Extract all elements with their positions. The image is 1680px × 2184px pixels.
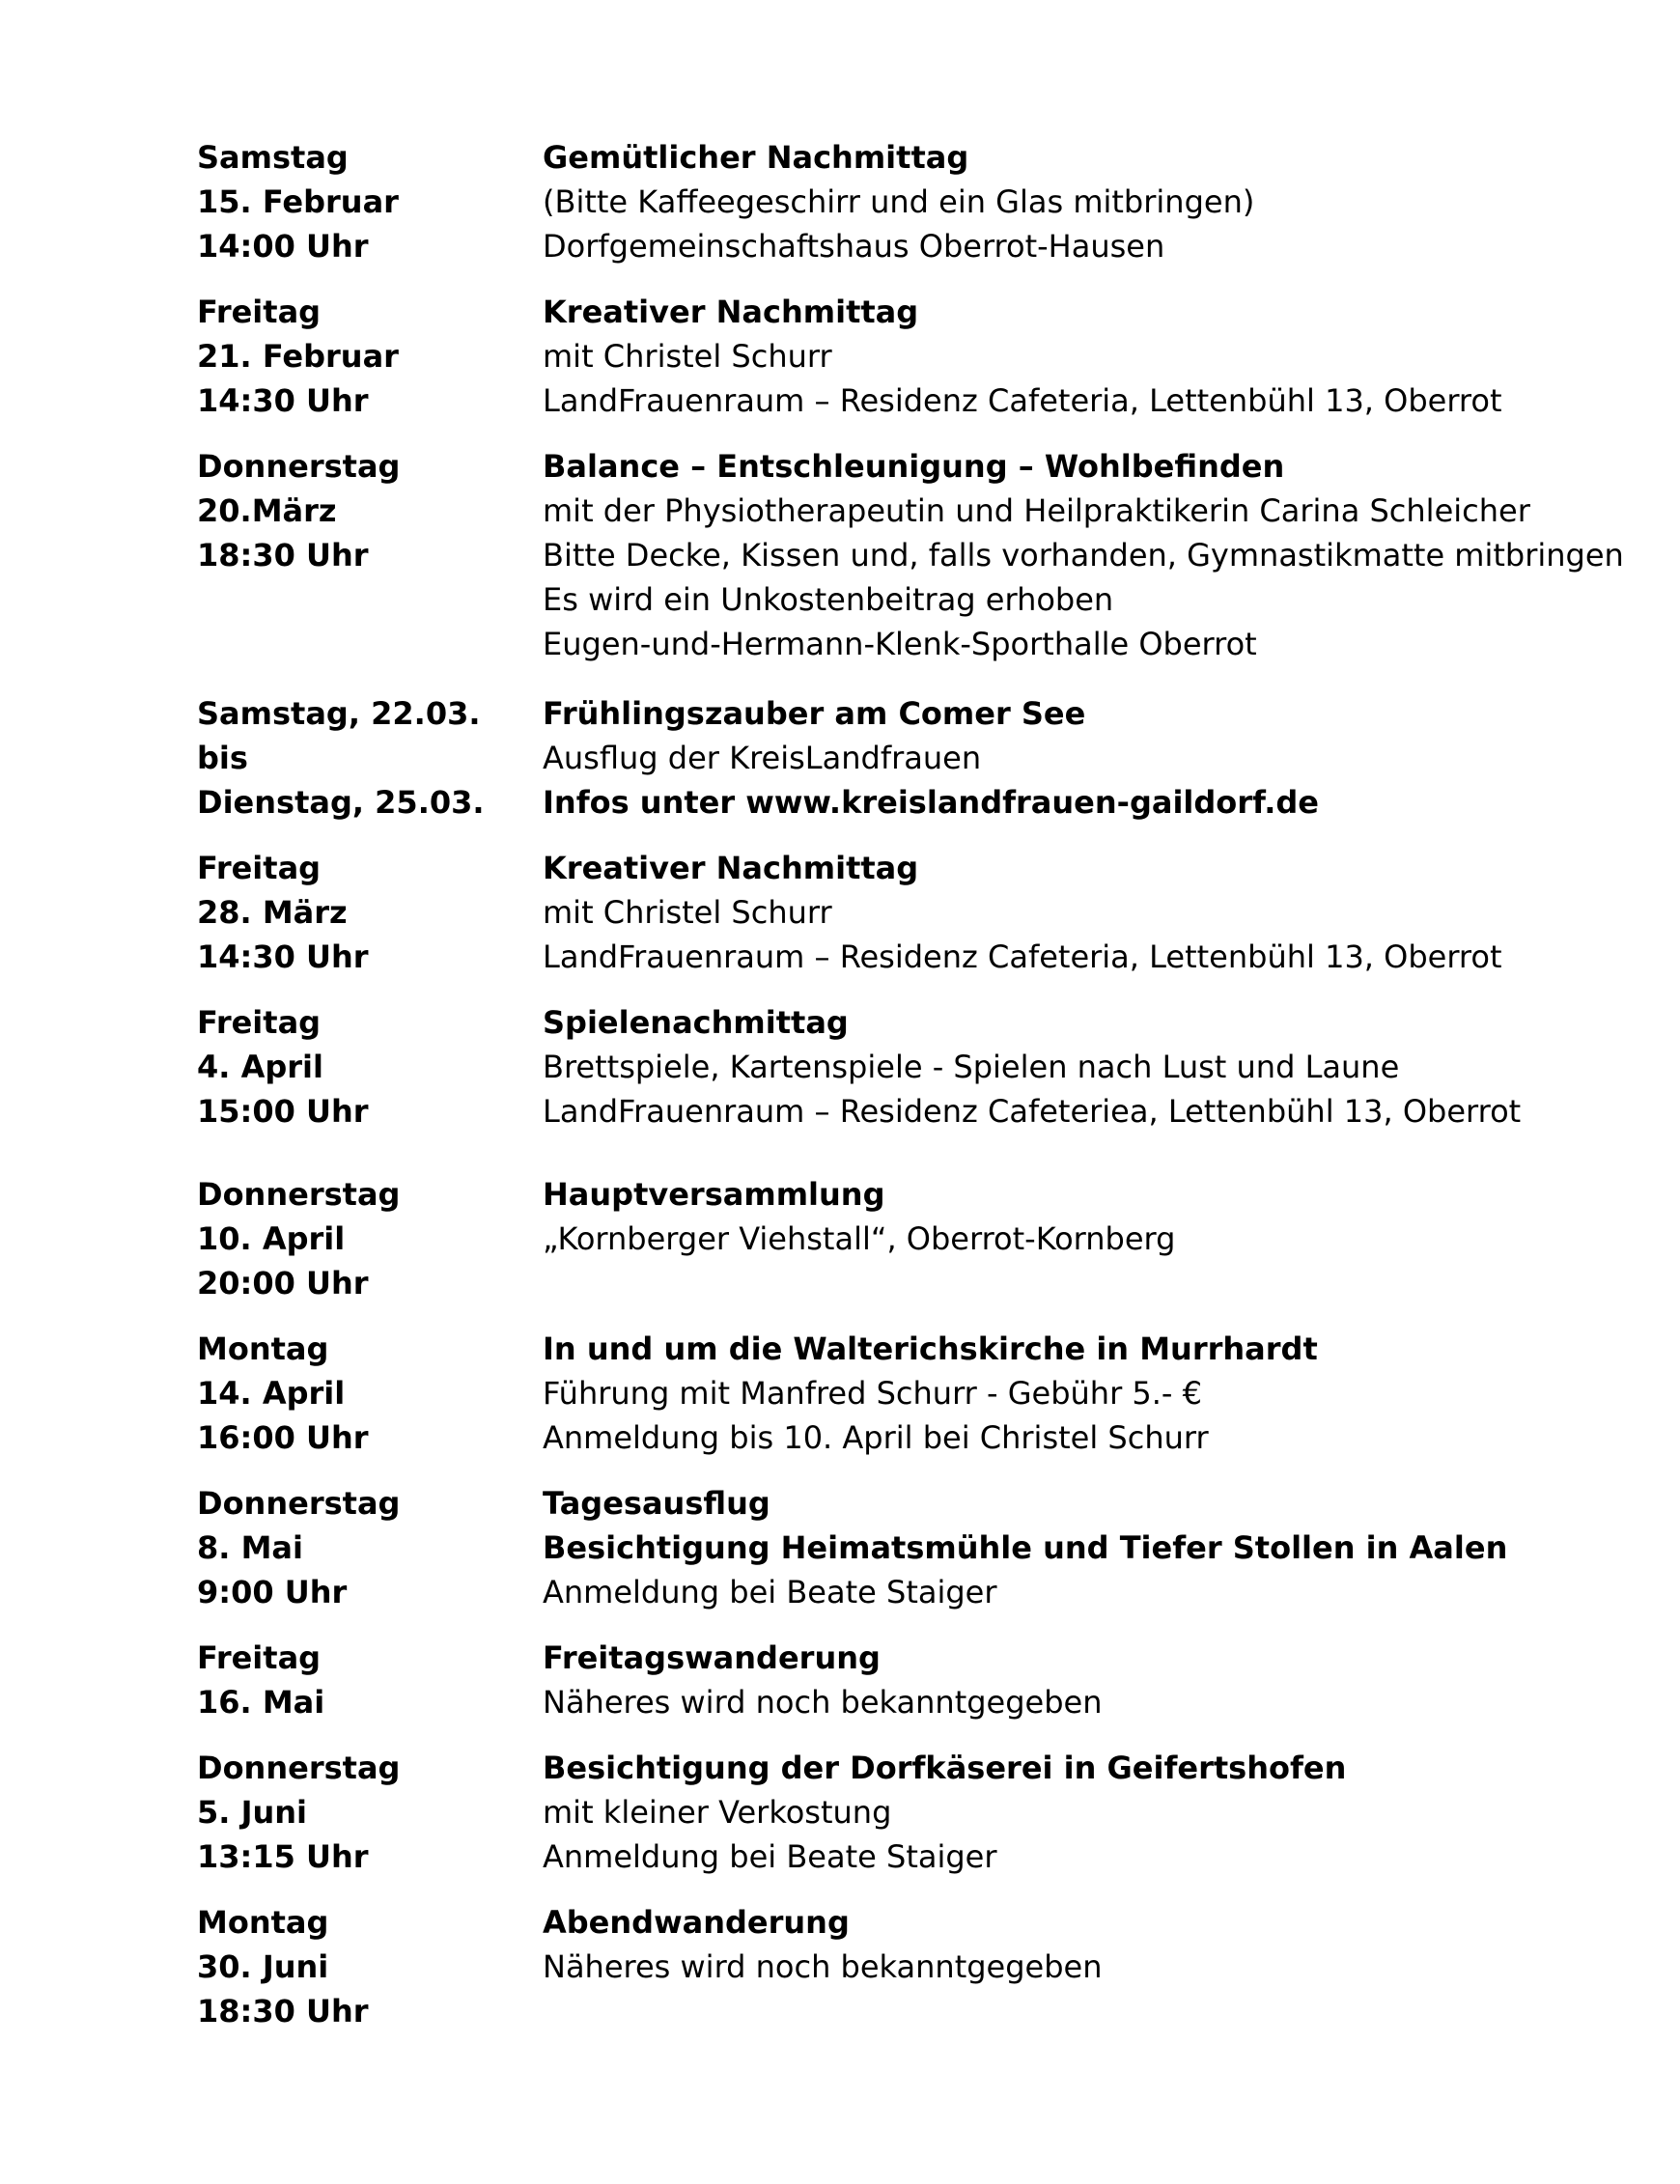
event-detail: Ausflug der KreisLandfrauen [543,740,982,776]
event-detail: Brettspiele, Kartenspiele - Spielen nach Lust und Laune [543,1049,1400,1085]
event-detail: Näheres wird noch bekanntgegeben [543,1684,1103,1721]
event-time: Dienstag, 25.03. [197,784,485,821]
event-title: Besichtigung der Dorfkäserei in Geifertshofen [543,1750,1347,1786]
event-date: bis [197,740,248,776]
event-detail: Anmeldung bei Beate Staiger [543,1838,997,1875]
event-block [197,1746,1587,1879]
event-detail: Anmeldung bis 10. April bei Christel Schurr [543,1419,1209,1456]
event-title: Tagesausflug [543,1485,770,1522]
event-title: Kreativer Nachmittag [543,850,919,886]
event-detail: (Bitte Kaffeegeschirr und ein Glas mitbringen) [543,183,1255,220]
event-time: 13:15 Uhr [197,1838,369,1875]
event-date: 21. Februar [197,338,399,375]
event-block [197,1900,1587,2033]
event-day: Samstag, 22.03. [197,695,481,732]
event-detail: mit Christel Schurr [543,338,832,375]
event-location: LandFrauenraum – Residenz Cafeteria, Lettenbühl 13, Oberrot [543,382,1502,419]
event-date: 8. Mai [197,1529,303,1566]
event-title: Spielenachmittag [543,1004,849,1041]
event-date: 20.März [197,492,337,529]
event-location: Eugen-und-Hermann-Klenk-Sporthalle Oberrot [543,626,1257,662]
event-location: Dorfgemeinschaftshaus Oberrot-Hausen [543,228,1165,265]
event-detail: Es wird ein Unkostenbeitrag erhoben [543,581,1114,618]
event-time: 18:30 Uhr [197,1993,369,2030]
event-time: 20:00 Uhr [197,1265,369,1302]
event-day: Freitag [197,294,322,330]
event-location: „Kornberger Viehstall“, Oberrot-Kornberg [543,1220,1176,1257]
event-day: Donnerstag [197,1750,401,1786]
event-detail: Näheres wird noch bekanntgegeben [543,1948,1103,1985]
event-title: Kreativer Nachmittag [543,294,919,330]
event-info-link: Infos unter www.kreislandfrauen-gaildorf.de [543,784,1319,821]
event-date: 15. Februar [197,183,399,220]
event-day: Freitag [197,1639,322,1676]
event-title: Frühlingszauber am Comer See [543,695,1086,732]
event-block [197,135,1587,268]
event-date: 10. April [197,1220,346,1257]
event-date: 30. Juni [197,1948,329,1985]
event-day: Donnerstag [197,1485,401,1522]
event-location: LandFrauenraum – Residenz Cafeteria, Lettenbühl 13, Oberrot [543,938,1502,975]
event-location: LandFrauenraum – Residenz Cafeteriea, Lettenbühl 13, Oberrot [543,1093,1522,1130]
event-title: In und um die Walterichskirche in Murrhardt [543,1330,1318,1367]
event-block [197,846,1587,979]
event-day: Donnerstag [197,448,401,485]
event-block [197,1000,1587,1134]
event-time: 15:00 Uhr [197,1093,369,1130]
event-date: 16. Mai [197,1684,325,1721]
event-day: Montag [197,1330,329,1367]
event-detail: Führung mit Manfred Schurr - Gebühr 5.- € [543,1375,1202,1412]
event-date: 4. April [197,1049,323,1085]
event-day: Samstag [197,139,349,176]
event-detail: mit kleiner Verkostung [543,1794,892,1831]
event-date: 5. Juni [197,1794,307,1831]
event-title: Freitagswanderung [543,1639,881,1676]
event-block [197,1636,1587,1724]
event-detail: mit der Physiotherapeutin und Heilpraktikerin Carina Schleicher [543,492,1530,529]
event-day: Donnerstag [197,1176,401,1213]
event-time: 14:30 Uhr [197,382,369,419]
event-day: Freitag [197,850,322,886]
event-date: 28. März [197,894,348,931]
event-time: 16:00 Uhr [197,1419,369,1456]
event-title: Hauptversammlung [543,1176,885,1213]
event-time: 18:30 Uhr [197,537,369,574]
event-time: 14:30 Uhr [197,938,369,975]
event-date: 14. April [197,1375,346,1412]
event-block [197,691,1587,825]
event-subtitle: Besichtigung Heimatsmühle und Tiefer Stollen in Aalen [543,1529,1508,1566]
event-block [197,1327,1587,1460]
event-day: Freitag [197,1004,322,1041]
event-detail: Bitte Decke, Kissen und, falls vorhanden, Gymnastikmatte mitbringen [543,537,1624,574]
event-time: 14:00 Uhr [197,228,369,265]
event-title: Abendwanderung [543,1904,850,1941]
event-title: Balance – Entschleunigung – Wohlbefinden [543,448,1285,485]
event-block [197,1481,1587,1614]
event-day: Montag [197,1904,329,1941]
event-block [197,1172,1587,1305]
event-detail: Anmeldung bei Beate Staiger [543,1574,997,1610]
event-time: 9:00 Uhr [197,1574,348,1610]
event-title: Gemütlicher Nachmittag [543,139,969,176]
event-detail: mit Christel Schurr [543,894,832,931]
event-block [197,444,1624,666]
event-block [197,290,1587,423]
